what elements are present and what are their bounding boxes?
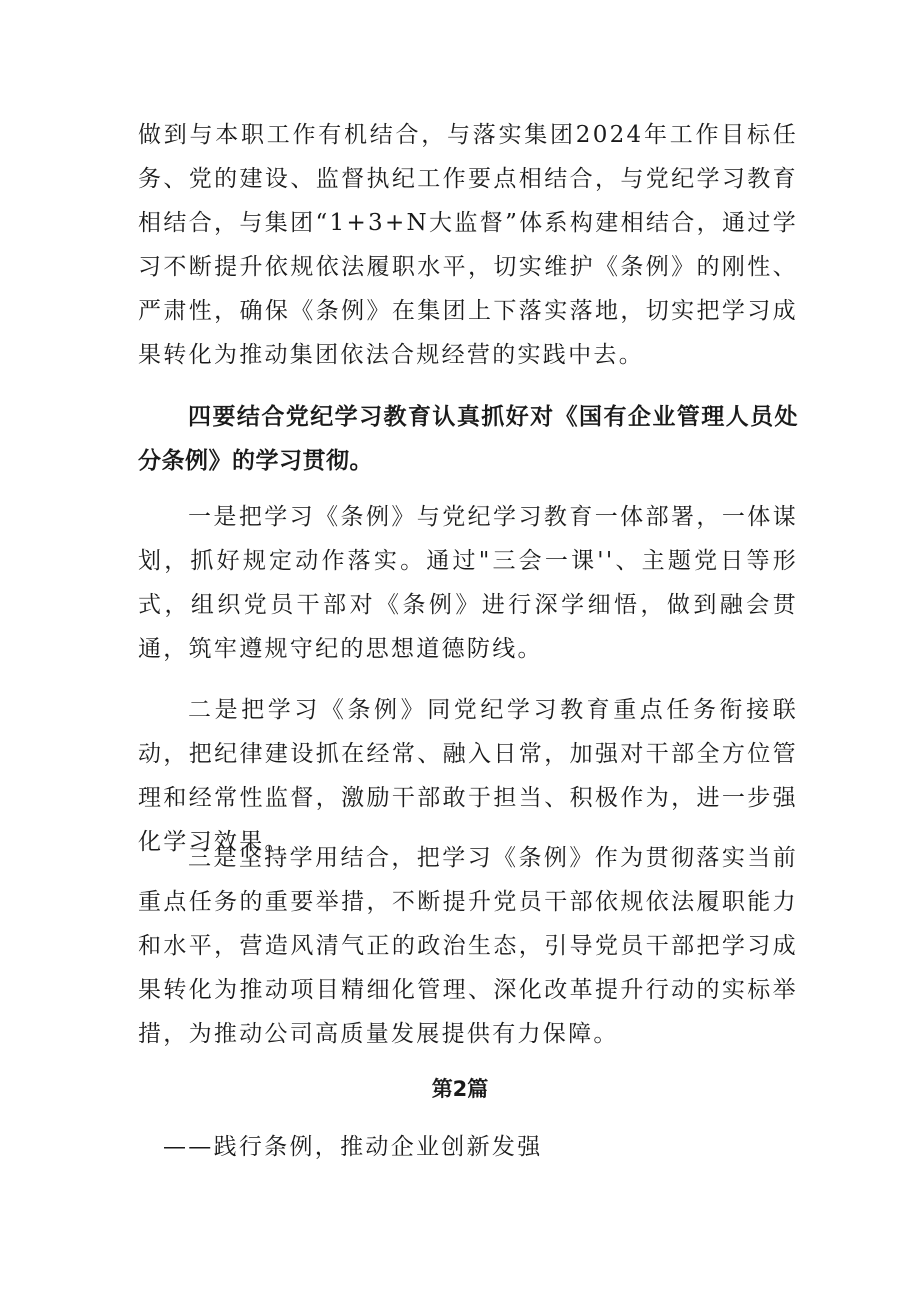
paragraph-first-measure: 一是把学习《条例》与党纪学习教育一体部署，一体谋划，抓好规定动作落实。通过"三会一课''、主题党日等形式，组织党员干部对《条例》进行深学细悟，做到融会贯通，筑牢遵规守纪的思想道德防线。 bbox=[138, 504, 798, 662]
section-subtitle: ——践行条例，推动企业创新发强 bbox=[163, 1134, 543, 1160]
paragraph-second-measure: 二是把学习《条例》同党纪学习教育重点任务衔接联动，把纪律建设抓在经常、融入日常，加强对干部全方位管理和经常性监督，激励干部敢于担当、积极作为，进一步强化学习效果。 bbox=[138, 697, 798, 855]
paragraph-third-measure: 三是坚持学用结合，把学习《条例》作为贯彻落实当前重点任务的重要举措，不断提升党员干部依规依法履职能力和水平，营造风清气正的政治生态，引导党员干部把学习成果转化为推动项目精细化管理、深化改革提升行动的实标举措，为推动公司高质量发展提供有力保障。 bbox=[138, 845, 798, 1047]
paragraph-integration: 做到与本职工作有机结合，与落实集团2024年工作目标任务、党的建设、监督执纪工作要点相结合，与党纪学习教育相结合，与集团“1+3+N大监督”体系构建相结合，通过学习不断提升依规依法履职水平，切实维护《条例》的刚性、严肃性，确保《条例》在集团上下落实落地，切实把学习成果转化为推动集团依法合规经营的实践中去。 bbox=[138, 122, 798, 368]
section-title: 第2篇 bbox=[431, 1077, 489, 1101]
heading-point-four: 四要结合党纪学习教育认真抓好对《国有企业管理人员处分条例》的学习贯彻。 bbox=[138, 404, 798, 474]
